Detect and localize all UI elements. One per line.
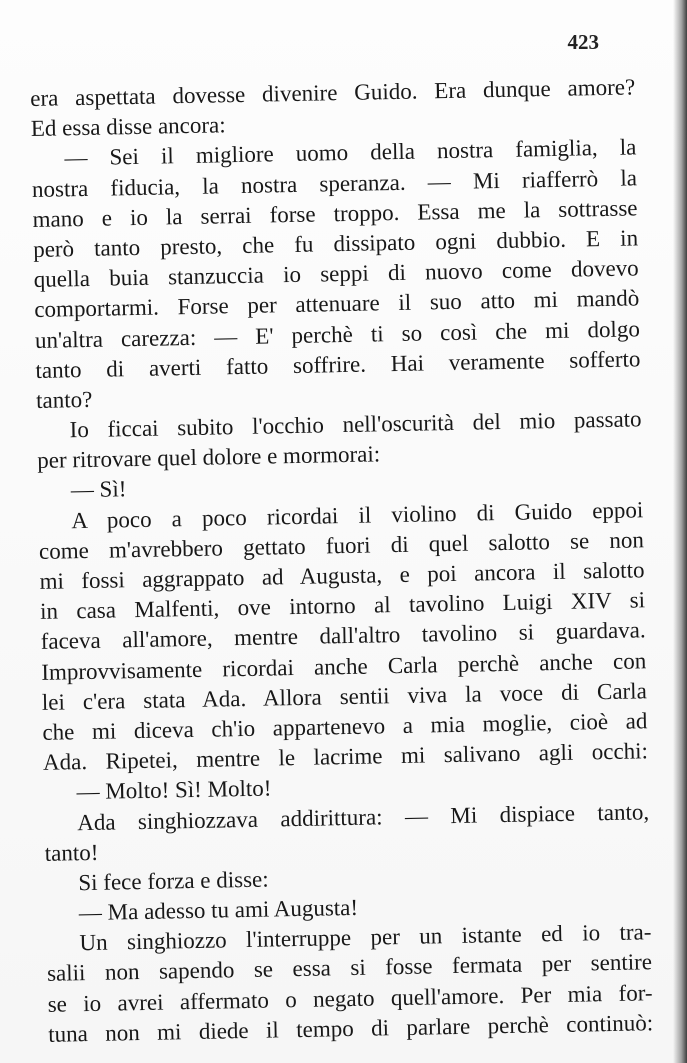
text-line: faceva all'amore, mentre dall'altro tavolino si guardava. (40, 617, 646, 655)
text-line: — Sì! (70, 476, 127, 503)
text-line: tanto di averti fatto soffrire. Hai veramente sofferto (35, 346, 641, 383)
text-line: Un singhiozzo l'interruppe per un istante ed io tra- (79, 919, 652, 956)
text-line: Ada singhiozzava addirittura: — Mi dispiace tanto, (76, 798, 650, 835)
text-line: in casa Malfenti, ove intorno al tavolino Luigi XIV si (39, 587, 646, 625)
text-line: nostra fiducia, la nostra speranza. — Mi riafferrò la (31, 164, 638, 202)
text-line: Ed essa disse ancora: (30, 112, 226, 142)
text-line: — Molto! Sì! Molto! (76, 775, 272, 805)
text-line: lei c'era stata Ada. Allora sentii viva la voce di Carla (41, 678, 647, 715)
text-line: che mi diceva ch'io appartenevo a mia moglie, cioè ad (42, 708, 648, 745)
text-line: Improvvisamente ricordai anche Carla perchè anche con (41, 647, 647, 685)
text-line: tanto? (35, 386, 93, 413)
text-line: — Sei il migliore uomo della nostra famiglia, la (64, 134, 637, 171)
text-line: era aspettata dovesse divenire Guido. Era dunque amore? (30, 74, 636, 111)
text-line: comportarmi. Forse per attenuare il suo atto mi mandò (34, 285, 640, 323)
text-line: mi fossi aggrappato ad Augusta, e poi ancora il salotto (39, 557, 645, 594)
text-line: Si fece forza e disse: (78, 866, 269, 896)
text-line: salii non sapendo se essa si fosse fermata per sentire (46, 949, 653, 987)
text-line: Io ficcai subito l'occhio nell'oscurità del mio passato (69, 406, 642, 443)
text-line: mano e io la serrai forse troppo. Essa me la sottrasse (32, 195, 638, 232)
body-text (30, 72, 653, 1049)
text-line: Ada. Ripetei, mentre le lacrime mi salivano agli occhi: (42, 738, 649, 775)
page-number: 423 (567, 30, 599, 54)
text-line: A poco a poco ricordai il violino di Guido eppoi (71, 496, 644, 533)
text-line: come m'avrebbero gettato fuori di quel salotto se non (38, 527, 645, 564)
text-line: tuna non mi diede il tempo di parlare perchè continuò: (48, 1010, 654, 1047)
text-line: però tanto presto, che fu dissipato ogni dubbio. E in (32, 225, 639, 262)
text-line: quella buia stanzuccia io seppi di nuovo come dovevo (33, 255, 639, 293)
text-line: — Ma adesso tu ami Augusta! (78, 894, 359, 926)
text-line: tanto! (44, 839, 99, 866)
text-line: se io avrei affermato o negato quell'amore. Per mia for- (47, 979, 653, 1017)
page-edge-shadow (673, 0, 687, 1063)
text-line: per ritrovare quel dolore e mormorai: (36, 441, 381, 474)
text-line: un'altra carezza: — E' perchè ti so così che mi dolgo (34, 315, 641, 353)
